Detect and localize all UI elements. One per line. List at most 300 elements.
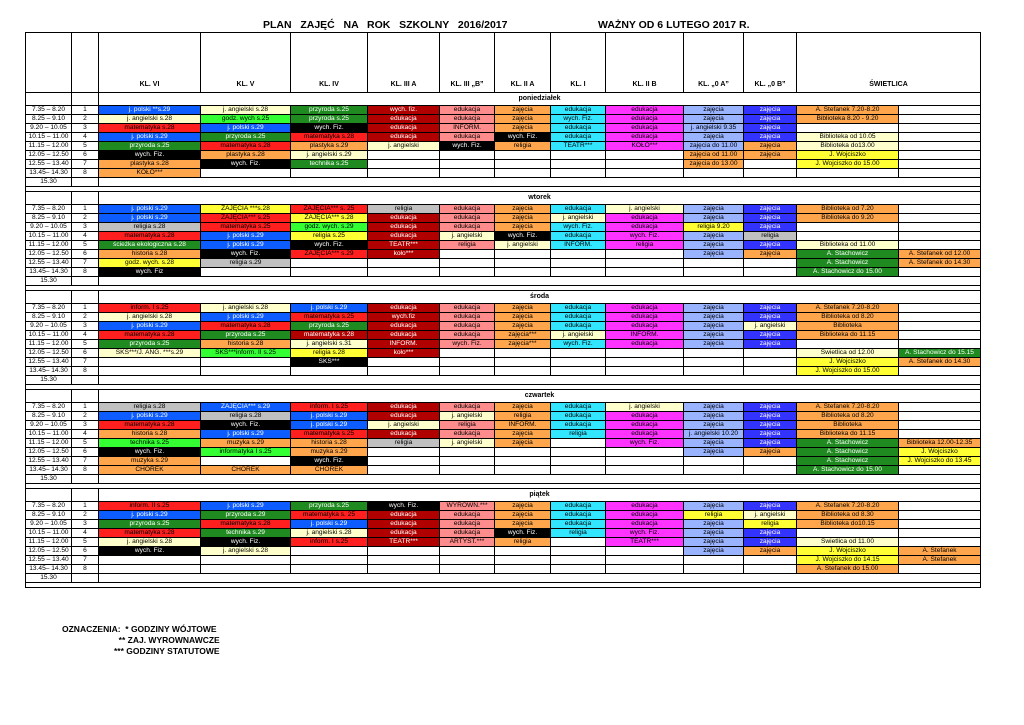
lesson-cell: zajęcia [495, 106, 551, 115]
lesson-row [26, 556, 981, 565]
lesson-cell: religia [495, 538, 551, 547]
lesson-row [26, 133, 981, 142]
lesson-cell [606, 259, 684, 268]
lesson-cell: j. angielski [606, 403, 684, 412]
lesson-cell: edukacja [368, 133, 440, 142]
lesson-number: 2 [72, 214, 99, 223]
lesson-time: 12.05 – 12.50 [26, 547, 72, 556]
lesson-row [26, 169, 981, 178]
lesson-cell [495, 169, 551, 178]
lesson-cell: j. polski s.29 [99, 133, 201, 142]
legend-line-3: *** GODZINY STATUTOWE [62, 646, 220, 656]
lesson-cell: edukacja [440, 106, 495, 115]
lesson-cell: przyroda s.25 [99, 520, 201, 529]
lesson-cell [495, 250, 551, 259]
lesson-cell [495, 457, 551, 466]
lesson-cell [899, 205, 981, 214]
lesson-row [26, 268, 981, 277]
lesson-cell: wych. Fiz. [606, 232, 684, 241]
lesson-cell [744, 565, 797, 574]
lesson-cell: zajęcia [684, 250, 744, 259]
lesson-cell: j. polski s.29 [201, 241, 291, 250]
lesson-cell [899, 232, 981, 241]
lesson-time: 9.20 – 10.05 [26, 421, 72, 430]
lesson-cell [551, 457, 606, 466]
lesson-cell: edukacja [551, 232, 606, 241]
lesson-cell: A. Stachowicz [797, 457, 899, 466]
lesson-row [26, 241, 981, 250]
lesson-cell [551, 349, 606, 358]
lesson-cell: wych. Fiz. [368, 502, 440, 511]
lesson-cell: religia s.28 [99, 403, 201, 412]
lesson-cell: zajęcia [495, 223, 551, 232]
lesson-cell [899, 520, 981, 529]
lesson-cell: zajęcia [495, 214, 551, 223]
lesson-cell: matematyka s.28 [99, 232, 201, 241]
lesson-cell [368, 466, 440, 475]
lesson-time: 11.15 – 12.00 [26, 241, 72, 250]
lesson-number [72, 376, 99, 385]
lesson-cell: INFORM. [551, 241, 606, 250]
lesson-cell: zajęcia [744, 241, 797, 250]
lesson-cell: zajęcia [495, 502, 551, 511]
lesson-number: 5 [72, 241, 99, 250]
lesson-time: 12.55 – 13.40 [26, 556, 72, 565]
lesson-cell: Biblioteka [797, 421, 899, 430]
lesson-cell: A. Stachowicz [797, 448, 899, 457]
lesson-number: 4 [72, 232, 99, 241]
day-spacer [26, 291, 72, 304]
lesson-row [26, 358, 981, 367]
lesson-cell: j. polski s.29 [99, 205, 201, 214]
lesson-time: 7.35 – 8.20 [26, 403, 72, 412]
lesson-cell: A. Stachowicz do 15.15 [899, 349, 981, 358]
lesson-cell: zajęcia [684, 340, 744, 349]
lesson-time: 11.15 – 12.00 [26, 142, 72, 151]
lesson-cell: CHÓREK [291, 466, 368, 475]
lesson-number: 2 [72, 412, 99, 421]
lesson-cell [684, 169, 744, 178]
lesson-cell: edukacja [368, 232, 440, 241]
timetable [25, 32, 981, 588]
lesson-cell: A. Stefanek do 15.00 [797, 565, 899, 574]
lesson-cell: religia [368, 439, 440, 448]
lesson-cell [899, 322, 981, 331]
lesson-cell: zajęcia [684, 304, 744, 313]
lesson-cell: wych. Fiz. [99, 448, 201, 457]
lesson-cell [606, 457, 684, 466]
lesson-row [26, 466, 981, 475]
lesson-cell [797, 232, 899, 241]
lesson-cell: edukacja [606, 430, 684, 439]
lesson-time: 13.45– 14.30 [26, 565, 72, 574]
lesson-cell: zajęcia [744, 115, 797, 124]
lesson-cell: wych. Fiz. [291, 241, 368, 250]
lesson-cell [606, 160, 684, 169]
lesson-cell: Biblioteka do13.00 [797, 142, 899, 151]
lesson-cell: J. Wojciszko do 15.00 [797, 160, 899, 169]
lesson-number: 8 [72, 169, 99, 178]
lesson-number: 4 [72, 430, 99, 439]
column-header: KL. V [201, 33, 291, 93]
lesson-row [26, 475, 981, 484]
lesson-cell: matematyka s.28 [291, 133, 368, 142]
lesson-cell [368, 367, 440, 376]
lesson-cell: A. Stachowicz do 15.00 [797, 268, 899, 277]
day-spacer [72, 489, 99, 502]
lesson-number: 2 [72, 313, 99, 322]
lesson-cell: edukacja [551, 304, 606, 313]
lesson-cell [551, 259, 606, 268]
lesson-cell: zajęcia [684, 241, 744, 250]
lesson-cell [368, 358, 440, 367]
legend-line-1: OZNACZENIA: * GODZINY WÓJTOWE [62, 624, 217, 634]
lesson-cell: zajęcia [684, 529, 744, 538]
lesson-cell [495, 349, 551, 358]
lesson-cell: j. polski s.29 [291, 304, 368, 313]
lesson-number: 6 [72, 547, 99, 556]
lesson-cell: j. polski s.29 [201, 502, 291, 511]
day-spacer [26, 489, 72, 502]
lesson-number: 3 [72, 322, 99, 331]
lesson-number: 3 [72, 124, 99, 133]
lesson-cell: zajęcia [744, 331, 797, 340]
lesson-cell [899, 430, 981, 439]
day-spacer [72, 390, 99, 403]
lesson-cell: j. angielski [606, 205, 684, 214]
lesson-cell: ZAJĘCIA*** s.25 [201, 214, 291, 223]
lesson-cell: edukacja [368, 115, 440, 124]
lesson-cell: A. Stefanek do 14.30 [899, 259, 981, 268]
lesson-cell: edukacja [440, 529, 495, 538]
lesson-cell: religia [368, 205, 440, 214]
lesson-cell: j. polski s.29 [201, 124, 291, 133]
lesson-cell: edukacja [368, 304, 440, 313]
lesson-cell: edukacja [440, 520, 495, 529]
lesson-time: 7.35 – 8.20 [26, 502, 72, 511]
lesson-cell: Biblioteka [797, 322, 899, 331]
lesson-cell: muzyka s.29 [291, 448, 368, 457]
lesson-cell: historia s.28 [99, 430, 201, 439]
lesson-cell: j. angielski s.31 [291, 340, 368, 349]
lesson-cell: zajęcia [684, 214, 744, 223]
lesson-cell: TEATR*** [606, 538, 684, 547]
lesson-cell: wych. Fiz. [495, 133, 551, 142]
lesson-cell: historia s.28 [99, 250, 201, 259]
lesson-cell: zajęcia [744, 439, 797, 448]
lesson-cell [797, 169, 899, 178]
lesson-number [72, 277, 99, 286]
lesson-row [26, 340, 981, 349]
day-row [26, 192, 981, 205]
lesson-row [26, 151, 981, 160]
lesson-row [26, 412, 981, 421]
lesson-cell: WYRÓWN.*** [440, 502, 495, 511]
lesson-cell [744, 160, 797, 169]
lesson-cell: religia [440, 241, 495, 250]
lesson-cell: Świetlica od 12.00 [797, 349, 899, 358]
lesson-number [72, 475, 99, 484]
lesson-cell: zajęcia [684, 106, 744, 115]
lesson-cell: edukacja [551, 106, 606, 115]
lesson-cell [99, 556, 201, 565]
lesson-cell: zajęcia*** [495, 331, 551, 340]
lesson-number [72, 178, 99, 187]
lesson-time: 12.55 – 13.40 [26, 457, 72, 466]
day-spacer [26, 390, 72, 403]
lesson-cell [495, 151, 551, 160]
lesson-cell [899, 502, 981, 511]
lesson-cell: religia [440, 421, 495, 430]
lesson-cell: edukacja [606, 502, 684, 511]
lesson-cell [744, 349, 797, 358]
lesson-row [26, 124, 981, 133]
lesson-cell: edukacja [440, 223, 495, 232]
lesson-cell: zajęcia [495, 403, 551, 412]
column-header: KL. I [551, 33, 606, 93]
lesson-cell: KOŁO*** [99, 169, 201, 178]
lesson-cell: zajęcia [744, 547, 797, 556]
lesson-cell: j. polski s.29 [99, 214, 201, 223]
lesson-cell: j. polski s.29 [291, 421, 368, 430]
lesson-cell [440, 349, 495, 358]
lesson-cell: j. angielski [551, 214, 606, 223]
lesson-cell: edukacja [606, 313, 684, 322]
empty-cell [99, 178, 981, 187]
lesson-cell [368, 556, 440, 565]
lesson-row [26, 574, 981, 583]
day-name: wtorek [99, 192, 981, 205]
lesson-row [26, 331, 981, 340]
lesson-cell [797, 340, 899, 349]
lesson-cell: edukacja [440, 322, 495, 331]
day-spacer [72, 192, 99, 205]
lesson-cell [744, 358, 797, 367]
lesson-time: 10.15 – 11.00 [26, 232, 72, 241]
lesson-cell [744, 556, 797, 565]
lesson-cell: j. angielski [440, 412, 495, 421]
lesson-time: 11.15 – 12.00 [26, 439, 72, 448]
lesson-cell [291, 169, 368, 178]
lesson-cell [606, 466, 684, 475]
lesson-cell [201, 367, 291, 376]
lesson-cell: zajęcia [744, 250, 797, 259]
lesson-cell [684, 349, 744, 358]
lesson-cell: zajęcia [495, 439, 551, 448]
lesson-cell: j. angielski 9.35 [684, 124, 744, 133]
lesson-cell: matematyka s. 25 [291, 511, 368, 520]
column-header: KL. „0 B” [744, 33, 797, 93]
lesson-row [26, 439, 981, 448]
lesson-cell [368, 457, 440, 466]
lesson-cell: matematyka s.28 [201, 520, 291, 529]
lesson-time: 9.20 – 10.05 [26, 223, 72, 232]
lesson-cell: zajęcia [744, 448, 797, 457]
lesson-cell: SKS***/J. ANG. ***s.29 [99, 349, 201, 358]
lesson-cell [899, 529, 981, 538]
lesson-cell: wych. Fiz. [495, 232, 551, 241]
lesson-cell: zajęcia [744, 529, 797, 538]
lesson-cell: wych. Fiz. [440, 142, 495, 151]
lesson-cell: J. Wojciszko do 13.45 [899, 457, 981, 466]
lesson-cell: zajęcia*** [495, 340, 551, 349]
lesson-time: 9.20 – 10.05 [26, 322, 72, 331]
lesson-number: 5 [72, 340, 99, 349]
lesson-cell [201, 358, 291, 367]
lesson-cell: zajęcia [744, 223, 797, 232]
lesson-cell: A. Stachowicz [797, 259, 899, 268]
lesson-cell: wych. Fiz. [606, 529, 684, 538]
day-row [26, 291, 981, 304]
lesson-cell: zajęcia [495, 124, 551, 133]
lesson-time: 7.35 – 8.20 [26, 304, 72, 313]
lesson-cell: ZAJĘCIA*** s.29 [291, 250, 368, 259]
lesson-number: 3 [72, 421, 99, 430]
lesson-cell: religia [684, 511, 744, 520]
lesson-cell: zajęcia [495, 511, 551, 520]
lesson-cell [551, 367, 606, 376]
lesson-cell: ZAJĘCIA*** s. 25 [291, 205, 368, 214]
empty-cell [99, 475, 981, 484]
lesson-cell: zajęcia [744, 106, 797, 115]
lesson-cell: zajęcia [744, 340, 797, 349]
lesson-cell [899, 331, 981, 340]
lesson-cell: J. Wojciszko [797, 547, 899, 556]
lesson-row [26, 520, 981, 529]
lesson-cell: zajęcia do 11.00 [684, 142, 744, 151]
lesson-cell: j. polski s.29 [291, 520, 368, 529]
lesson-cell: edukacja [606, 511, 684, 520]
lesson-cell: edukacja [368, 214, 440, 223]
lesson-cell [684, 259, 744, 268]
lesson-cell: zajęcia [684, 520, 744, 529]
lesson-cell: j. angielski s.28 [99, 313, 201, 322]
lesson-row [26, 421, 981, 430]
lesson-cell [440, 466, 495, 475]
lesson-cell [606, 358, 684, 367]
lesson-number: 4 [72, 331, 99, 340]
lesson-cell: koło*** [368, 349, 440, 358]
lesson-cell [440, 367, 495, 376]
lesson-row [26, 160, 981, 169]
lesson-cell: edukacja [551, 412, 606, 421]
lesson-cell [899, 214, 981, 223]
lesson-cell: edukacja [551, 511, 606, 520]
lesson-row [26, 232, 981, 241]
lesson-cell: matematyka s.28 [99, 421, 201, 430]
lesson-cell: j. angielski [744, 322, 797, 331]
lesson-cell [899, 403, 981, 412]
lesson-cell: edukacja [551, 502, 606, 511]
lesson-cell [291, 367, 368, 376]
lesson-cell [440, 448, 495, 457]
lesson-cell [291, 556, 368, 565]
lesson-row [26, 205, 981, 214]
lesson-row [26, 250, 981, 259]
lesson-cell [551, 547, 606, 556]
lesson-cell [899, 268, 981, 277]
lesson-row [26, 115, 981, 124]
lesson-time: 10.15 – 11.00 [26, 529, 72, 538]
column-header: KL. IV [291, 33, 368, 93]
lesson-row [26, 304, 981, 313]
lesson-cell: SKS***inform. II s.25 [201, 349, 291, 358]
lesson-cell [551, 565, 606, 574]
lesson-cell [744, 169, 797, 178]
lesson-cell: Biblioteka od 11.00 [797, 241, 899, 250]
lesson-cell: edukacja [551, 205, 606, 214]
lesson-time: 13.45– 14.30 [26, 268, 72, 277]
lesson-cell: godz. wych. s.28 [99, 259, 201, 268]
number-header [72, 33, 99, 93]
lesson-number: 7 [72, 457, 99, 466]
lesson-cell: zajęcia od 11.00 [684, 151, 744, 160]
lesson-cell: zajęcia [744, 124, 797, 133]
day-spacer [72, 291, 99, 304]
lesson-cell: zajęcia [684, 403, 744, 412]
lesson-time: 10.15 – 11.00 [26, 430, 72, 439]
lesson-cell [440, 556, 495, 565]
lesson-cell [606, 556, 684, 565]
lesson-cell: zajęcia [684, 322, 744, 331]
lesson-cell: A. Stefanek 7.20-8.20 [797, 502, 899, 511]
lesson-cell [899, 142, 981, 151]
lesson-time: 8.25 – 9.10 [26, 115, 72, 124]
lesson-cell [368, 151, 440, 160]
lesson-cell: zajęcia [684, 313, 744, 322]
lesson-cell: przyroda s.25 [99, 340, 201, 349]
lesson-cell [684, 268, 744, 277]
lesson-time: 12.55 – 13.40 [26, 160, 72, 169]
lesson-cell: inform. I s.25 [99, 304, 201, 313]
lesson-number: 6 [72, 250, 99, 259]
gap-cell [26, 583, 981, 588]
lesson-cell: wych. Fiz. [201, 250, 291, 259]
lesson-cell: j. angielski s.28 [99, 538, 201, 547]
lesson-cell: zajęcia [495, 304, 551, 313]
lesson-number: 6 [72, 349, 99, 358]
column-header: KL. III „B” [440, 33, 495, 93]
lesson-cell [899, 313, 981, 322]
lesson-cell [899, 340, 981, 349]
lesson-cell [899, 133, 981, 142]
lesson-cell: CHÓREK [99, 466, 201, 475]
lesson-cell: zajęcia [684, 502, 744, 511]
lesson-cell: Biblioteka od 8.20 [797, 313, 899, 322]
lesson-cell [899, 565, 981, 574]
lesson-cell: edukacja [551, 520, 606, 529]
lesson-cell [201, 457, 291, 466]
lesson-time: 12.05 – 12.50 [26, 250, 72, 259]
lesson-cell [684, 556, 744, 565]
lesson-row [26, 214, 981, 223]
lesson-cell [744, 259, 797, 268]
lesson-cell: edukacja [368, 403, 440, 412]
lesson-cell: A. Stachowicz [797, 439, 899, 448]
lesson-cell [899, 241, 981, 250]
lesson-time: 12.05 – 12.50 [26, 349, 72, 358]
lesson-cell [495, 466, 551, 475]
lesson-cell: A. Stachowicz [797, 250, 899, 259]
lesson-number: 1 [72, 304, 99, 313]
lesson-time: 7.35 – 8.20 [26, 205, 72, 214]
lesson-cell [606, 367, 684, 376]
lesson-cell: inform. I s.25 [291, 538, 368, 547]
lesson-cell: j. polski s.29 [291, 412, 368, 421]
lesson-number: 2 [72, 115, 99, 124]
lesson-time: 8.25 – 9.10 [26, 313, 72, 322]
lesson-number: 8 [72, 466, 99, 475]
